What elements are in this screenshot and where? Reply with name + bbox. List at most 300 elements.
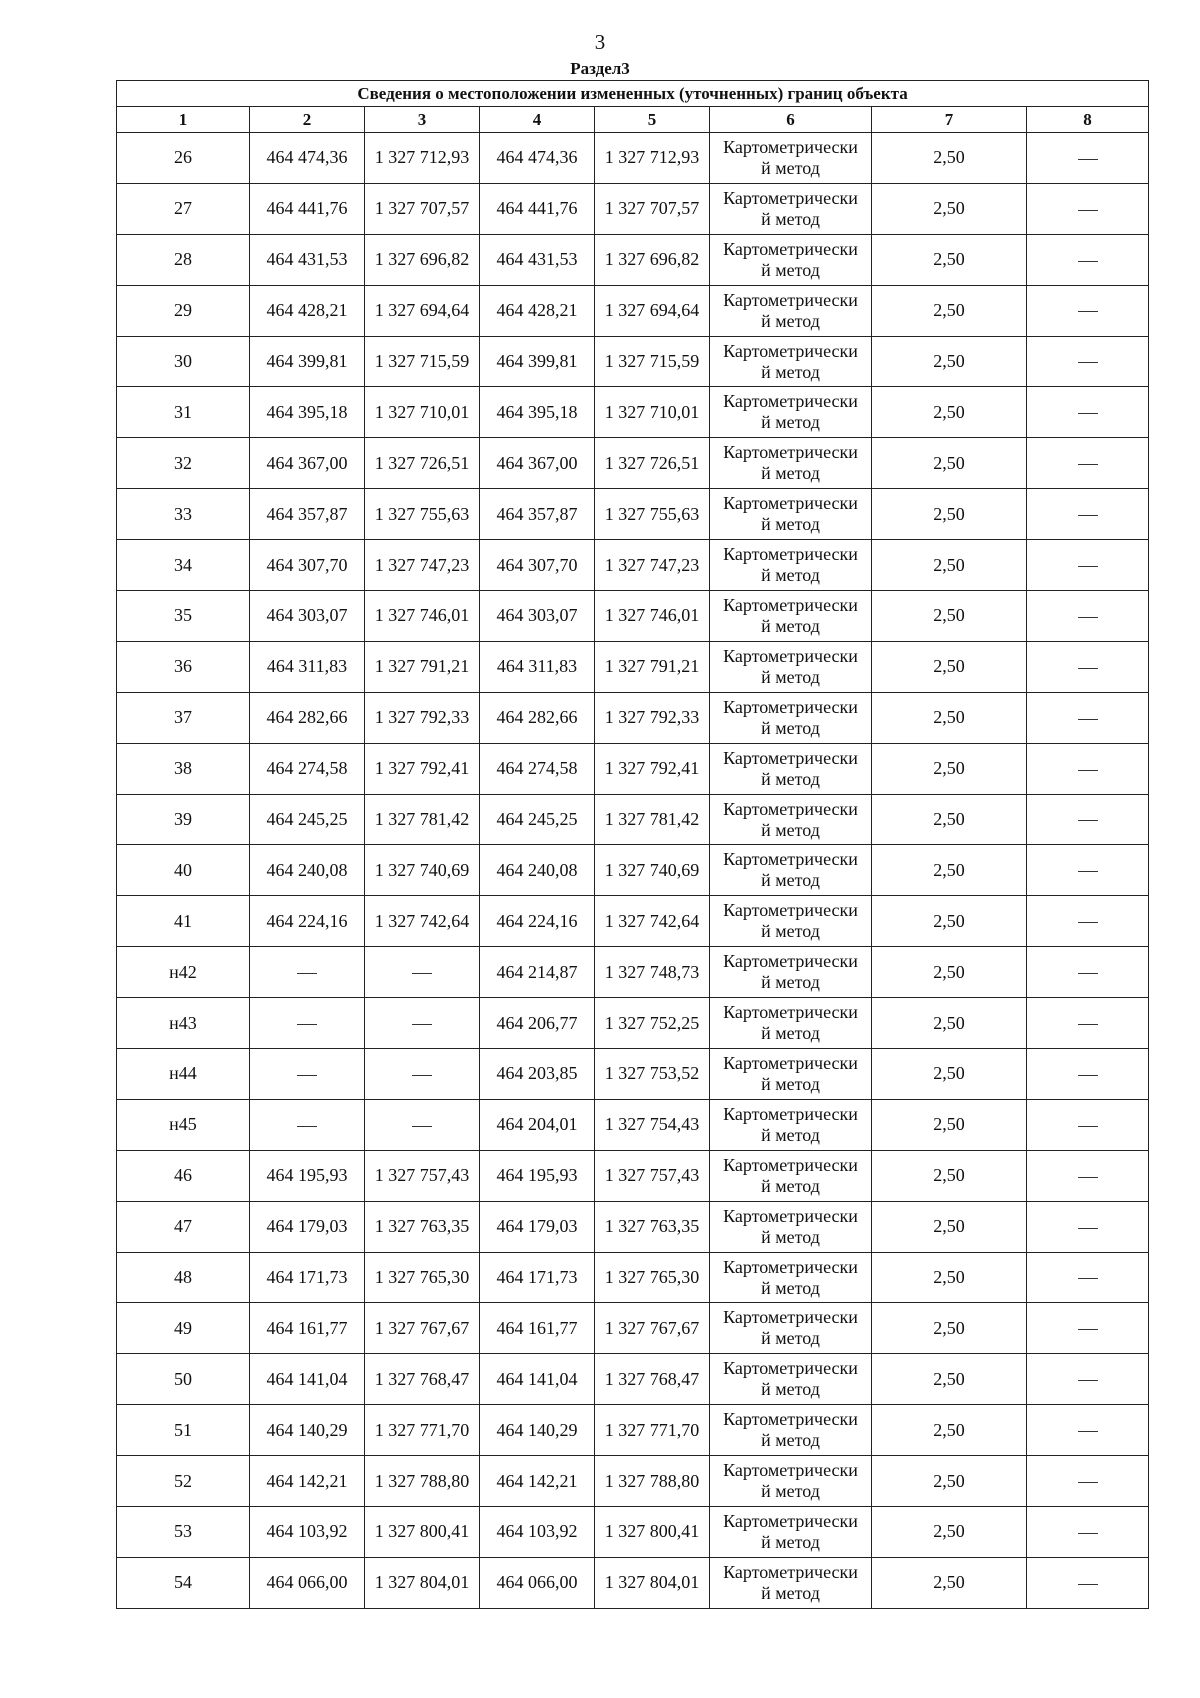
dash-mark bbox=[1078, 210, 1098, 211]
table-cell-col-5: 1 327 800,41 bbox=[595, 1507, 710, 1558]
table-cell-col-5: 1 327 788,80 bbox=[595, 1456, 710, 1507]
table-cell-col-4: 464 428,21 bbox=[480, 285, 595, 336]
table-cell-col-7: 2,50 bbox=[872, 1405, 1027, 1456]
table-cell-col-5: 1 327 710,01 bbox=[595, 387, 710, 438]
dash-mark bbox=[1078, 515, 1098, 516]
table-cell-col-3: 1 327 746,01 bbox=[365, 591, 480, 642]
table-cell-col-5: 1 327 742,64 bbox=[595, 896, 710, 947]
table-cell-col-8 bbox=[1027, 1049, 1149, 1100]
table-cell-col-5: 1 327 757,43 bbox=[595, 1150, 710, 1201]
dash-mark bbox=[1078, 1533, 1098, 1534]
table-cell-col-6: Картометрически й метод bbox=[710, 1150, 872, 1201]
table-cell-col-6: Картометрически й метод bbox=[710, 1354, 872, 1405]
table-cell-col-7: 2,50 bbox=[872, 998, 1027, 1049]
dash-mark bbox=[1078, 566, 1098, 567]
table-cell-col-8 bbox=[1027, 947, 1149, 998]
table-cell-col-1: 54 bbox=[117, 1557, 250, 1608]
table-cell-col-7: 2,50 bbox=[872, 285, 1027, 336]
table-cell-col-4: 464 195,93 bbox=[480, 1150, 595, 1201]
table-cell-col-8 bbox=[1027, 1354, 1149, 1405]
table-cell-col-4: 464 214,87 bbox=[480, 947, 595, 998]
table-cell-col-2: 464 357,87 bbox=[250, 489, 365, 540]
table-cell-col-3: 1 327 755,63 bbox=[365, 489, 480, 540]
table-cell-col-8 bbox=[1027, 1507, 1149, 1558]
dash-mark bbox=[1078, 922, 1098, 923]
table-cell-col-6: Картометрически й метод bbox=[710, 896, 872, 947]
table-cell-col-8 bbox=[1027, 489, 1149, 540]
table-cell-col-1: н45 bbox=[117, 1099, 250, 1150]
table-cell-col-8 bbox=[1027, 1099, 1149, 1150]
table-cell-col-4: 464 206,77 bbox=[480, 998, 595, 1049]
table-cell-col-3: 1 327 792,41 bbox=[365, 743, 480, 794]
table-cell-col-7: 2,50 bbox=[872, 540, 1027, 591]
table-cell-col-1: 37 bbox=[117, 692, 250, 743]
table-cell-col-3: 1 327 757,43 bbox=[365, 1150, 480, 1201]
table-cell-col-7: 2,50 bbox=[872, 1252, 1027, 1303]
dash-mark bbox=[1078, 820, 1098, 821]
table-cell-col-3: 1 327 696,82 bbox=[365, 234, 480, 285]
column-number-6: 6 bbox=[710, 107, 872, 133]
table-cell-col-3: 1 327 715,59 bbox=[365, 336, 480, 387]
table-cell-col-8 bbox=[1027, 743, 1149, 794]
dash-mark bbox=[1078, 1228, 1098, 1229]
dash-mark bbox=[1078, 1024, 1098, 1025]
table-row bbox=[117, 591, 1149, 642]
table-cell-col-4: 464 399,81 bbox=[480, 336, 595, 387]
table-cell-col-3 bbox=[365, 998, 480, 1049]
table-cell-col-7: 2,50 bbox=[872, 1150, 1027, 1201]
table-row bbox=[117, 438, 1149, 489]
table-cell-col-1: 34 bbox=[117, 540, 250, 591]
table-cell-col-5: 1 327 707,57 bbox=[595, 183, 710, 234]
table-cell-col-3: 1 327 712,93 bbox=[365, 133, 480, 184]
table-cell-col-6: Картометрически й метод bbox=[710, 1252, 872, 1303]
table-cell-col-5: 1 327 712,93 bbox=[595, 133, 710, 184]
table-cell-col-6: Картометрически й метод bbox=[710, 1557, 872, 1608]
table-cell-col-7: 2,50 bbox=[872, 794, 1027, 845]
dash-mark bbox=[297, 1126, 317, 1127]
table-cell-col-1: 47 bbox=[117, 1201, 250, 1252]
table-cell-col-8 bbox=[1027, 540, 1149, 591]
table-cell-col-4: 464 395,18 bbox=[480, 387, 595, 438]
table-cell-col-2: 464 303,07 bbox=[250, 591, 365, 642]
table-cell-col-1: 30 bbox=[117, 336, 250, 387]
table-cell-col-5: 1 327 746,01 bbox=[595, 591, 710, 642]
column-number-4: 4 bbox=[480, 107, 595, 133]
table-cell-col-6: Картометрически й метод bbox=[710, 998, 872, 1049]
table-cell-col-8 bbox=[1027, 133, 1149, 184]
table-cell-col-3: 1 327 800,41 bbox=[365, 1507, 480, 1558]
table-cell-col-8 bbox=[1027, 1201, 1149, 1252]
table-row bbox=[117, 1099, 1149, 1150]
table-cell-col-1: 38 bbox=[117, 743, 250, 794]
dash-mark bbox=[412, 973, 432, 974]
table-row bbox=[117, 1557, 1149, 1608]
table-cell-col-3: 1 327 742,64 bbox=[365, 896, 480, 947]
table-cell-col-6: Картометрически й метод bbox=[710, 845, 872, 896]
table-cell-col-3 bbox=[365, 947, 480, 998]
table-cell-col-5: 1 327 767,67 bbox=[595, 1303, 710, 1354]
table-cell-col-6: Картометрически й метод bbox=[710, 1303, 872, 1354]
table-cell-col-8 bbox=[1027, 1252, 1149, 1303]
table-cell-col-7: 2,50 bbox=[872, 133, 1027, 184]
table-body bbox=[117, 133, 1149, 1609]
coordinates-table bbox=[116, 80, 1149, 1609]
table-row bbox=[117, 998, 1149, 1049]
table-cell-col-1: 31 bbox=[117, 387, 250, 438]
table-cell-col-5: 1 327 726,51 bbox=[595, 438, 710, 489]
table-row bbox=[117, 285, 1149, 336]
table-cell-col-2: 464 161,77 bbox=[250, 1303, 365, 1354]
table-cell-col-2: 464 103,92 bbox=[250, 1507, 365, 1558]
column-number-5: 5 bbox=[595, 107, 710, 133]
table-row bbox=[117, 234, 1149, 285]
table-cell-col-2 bbox=[250, 947, 365, 998]
table-cell-col-7: 2,50 bbox=[872, 336, 1027, 387]
table-cell-col-4: 464 179,03 bbox=[480, 1201, 595, 1252]
dash-mark bbox=[297, 973, 317, 974]
table-cell-col-6: Картометрически й метод bbox=[710, 540, 872, 591]
table-cell-col-8 bbox=[1027, 845, 1149, 896]
table-cell-col-6: Картометрически й метод bbox=[710, 794, 872, 845]
table-cell-col-1: 50 bbox=[117, 1354, 250, 1405]
table-cell-col-2: 464 142,21 bbox=[250, 1456, 365, 1507]
table-cell-col-4: 464 307,70 bbox=[480, 540, 595, 591]
table-cell-col-2: 464 195,93 bbox=[250, 1150, 365, 1201]
table-cell-col-1: 51 bbox=[117, 1405, 250, 1456]
dash-mark bbox=[412, 1024, 432, 1025]
table-cell-col-5: 1 327 753,52 bbox=[595, 1049, 710, 1100]
table-cell-col-4: 464 282,66 bbox=[480, 692, 595, 743]
dash-mark bbox=[1078, 973, 1098, 974]
table-cell-col-2 bbox=[250, 1099, 365, 1150]
table-cell-col-4: 464 142,21 bbox=[480, 1456, 595, 1507]
table-cell-col-4: 464 245,25 bbox=[480, 794, 595, 845]
table-cell-col-3: 1 327 707,57 bbox=[365, 183, 480, 234]
table-cell-col-8 bbox=[1027, 234, 1149, 285]
table-caption: Сведения о местоположении измененных (уточненных) границ объекта bbox=[117, 81, 1149, 107]
table-cell-col-2: 464 274,58 bbox=[250, 743, 365, 794]
table-cell-col-3: 1 327 763,35 bbox=[365, 1201, 480, 1252]
table-cell-col-2: 464 399,81 bbox=[250, 336, 365, 387]
table-cell-col-6: Картометрически й метод bbox=[710, 1201, 872, 1252]
table-cell-col-6: Картометрически й метод bbox=[710, 133, 872, 184]
table-cell-col-5: 1 327 765,30 bbox=[595, 1252, 710, 1303]
dash-mark bbox=[1078, 668, 1098, 669]
table-cell-col-6: Картометрически й метод bbox=[710, 947, 872, 998]
table-cell-col-7: 2,50 bbox=[872, 1201, 1027, 1252]
table-cell-col-5: 1 327 771,70 bbox=[595, 1405, 710, 1456]
table-cell-col-8 bbox=[1027, 794, 1149, 845]
table-cell-col-1: 26 bbox=[117, 133, 250, 184]
table-cell-col-6: Картометрически й метод bbox=[710, 1507, 872, 1558]
table-cell-col-8 bbox=[1027, 1456, 1149, 1507]
column-number-8: 8 bbox=[1027, 107, 1149, 133]
table-cell-col-8 bbox=[1027, 998, 1149, 1049]
table-cell-col-1: 40 bbox=[117, 845, 250, 896]
table-cell-col-3: 1 327 767,67 bbox=[365, 1303, 480, 1354]
table-cell-col-2: 464 311,83 bbox=[250, 641, 365, 692]
table-cell-col-1: н44 bbox=[117, 1049, 250, 1100]
table-cell-col-6: Картометрически й метод bbox=[710, 285, 872, 336]
table-cell-col-3: 1 327 710,01 bbox=[365, 387, 480, 438]
table-cell-col-1: 35 bbox=[117, 591, 250, 642]
table-cell-col-7: 2,50 bbox=[872, 896, 1027, 947]
table-cell-col-6: Картометрически й метод bbox=[710, 336, 872, 387]
table-cell-col-4: 464 311,83 bbox=[480, 641, 595, 692]
table-cell-col-4: 464 066,00 bbox=[480, 1557, 595, 1608]
table-row bbox=[117, 692, 1149, 743]
column-number-2: 2 bbox=[250, 107, 365, 133]
table-cell-col-8 bbox=[1027, 285, 1149, 336]
table-cell-col-2: 464 395,18 bbox=[250, 387, 365, 438]
table-cell-col-8 bbox=[1027, 183, 1149, 234]
table-cell-col-3: 1 327 694,64 bbox=[365, 285, 480, 336]
table-row bbox=[117, 947, 1149, 998]
table-cell-col-3: 1 327 765,30 bbox=[365, 1252, 480, 1303]
table-cell-col-7: 2,50 bbox=[872, 234, 1027, 285]
table-row bbox=[117, 1049, 1149, 1100]
table-cell-col-2: 464 441,76 bbox=[250, 183, 365, 234]
table-cell-col-7: 2,50 bbox=[872, 591, 1027, 642]
table-cell-col-1: 27 bbox=[117, 183, 250, 234]
table-cell-col-8 bbox=[1027, 692, 1149, 743]
table-cell-col-1: 29 bbox=[117, 285, 250, 336]
table-cell-col-8 bbox=[1027, 1405, 1149, 1456]
table-cell-col-4: 464 204,01 bbox=[480, 1099, 595, 1150]
table-cell-col-1: 28 bbox=[117, 234, 250, 285]
table-row bbox=[117, 1405, 1149, 1456]
table-cell-col-4: 464 103,92 bbox=[480, 1507, 595, 1558]
table-cell-col-5: 1 327 804,01 bbox=[595, 1557, 710, 1608]
table-cell-col-1: 39 bbox=[117, 794, 250, 845]
dash-mark bbox=[297, 1024, 317, 1025]
table-cell-col-6: Картометрически й метод bbox=[710, 1049, 872, 1100]
table-cell-col-5: 1 327 768,47 bbox=[595, 1354, 710, 1405]
table-row bbox=[117, 1201, 1149, 1252]
table-row bbox=[117, 845, 1149, 896]
table-cell-col-5: 1 327 740,69 bbox=[595, 845, 710, 896]
table-row bbox=[117, 794, 1149, 845]
table-cell-col-2: 464 141,04 bbox=[250, 1354, 365, 1405]
table-cell-col-1: 46 bbox=[117, 1150, 250, 1201]
table-cell-col-4: 464 441,76 bbox=[480, 183, 595, 234]
table-cell-col-2: 464 140,29 bbox=[250, 1405, 365, 1456]
table-cell-col-6: Картометрически й метод bbox=[710, 692, 872, 743]
table-cell-col-7: 2,50 bbox=[872, 438, 1027, 489]
table-cell-col-2: 464 367,00 bbox=[250, 438, 365, 489]
table-cell-col-5: 1 327 715,59 bbox=[595, 336, 710, 387]
table-cell-col-1: 49 bbox=[117, 1303, 250, 1354]
dash-mark bbox=[1078, 719, 1098, 720]
table-cell-col-4: 464 357,87 bbox=[480, 489, 595, 540]
dash-mark bbox=[1078, 261, 1098, 262]
table-cell-col-7: 2,50 bbox=[872, 1456, 1027, 1507]
table-cell-col-2: 464 066,00 bbox=[250, 1557, 365, 1608]
table-cell-col-7: 2,50 bbox=[872, 743, 1027, 794]
table-cell-col-6: Картометрически й метод bbox=[710, 641, 872, 692]
table-cell-col-3: 1 327 768,47 bbox=[365, 1354, 480, 1405]
table-cell-col-5: 1 327 752,25 bbox=[595, 998, 710, 1049]
dash-mark bbox=[1078, 1278, 1098, 1279]
table-row bbox=[117, 1252, 1149, 1303]
table-cell-col-6: Картометрически й метод bbox=[710, 489, 872, 540]
table-cell-col-3: 1 327 791,21 bbox=[365, 641, 480, 692]
section-title: Раздел3 bbox=[570, 59, 630, 78]
table-row bbox=[117, 336, 1149, 387]
table-cell-col-3 bbox=[365, 1099, 480, 1150]
table-cell-col-4: 464 171,73 bbox=[480, 1252, 595, 1303]
table-cell-col-1: н42 bbox=[117, 947, 250, 998]
dash-mark bbox=[1078, 1075, 1098, 1076]
table-cell-col-8 bbox=[1027, 591, 1149, 642]
table-cell-col-7: 2,50 bbox=[872, 1354, 1027, 1405]
table-cell-col-5: 1 327 763,35 bbox=[595, 1201, 710, 1252]
table-cell-col-2: 464 474,36 bbox=[250, 133, 365, 184]
table-cell-col-4: 464 431,53 bbox=[480, 234, 595, 285]
table-cell-col-2: 464 282,66 bbox=[250, 692, 365, 743]
table-cell-col-7: 2,50 bbox=[872, 387, 1027, 438]
table-row bbox=[117, 1150, 1149, 1201]
table-cell-col-4: 464 140,29 bbox=[480, 1405, 595, 1456]
table-cell-col-2: 464 428,21 bbox=[250, 285, 365, 336]
dash-mark bbox=[1078, 1482, 1098, 1483]
table-cell-col-2 bbox=[250, 1049, 365, 1100]
table-row bbox=[117, 133, 1149, 184]
table-cell-col-5: 1 327 747,23 bbox=[595, 540, 710, 591]
column-number-7: 7 bbox=[872, 107, 1027, 133]
table-cell-col-4: 464 240,08 bbox=[480, 845, 595, 896]
table-cell-col-8 bbox=[1027, 336, 1149, 387]
table-row bbox=[117, 1456, 1149, 1507]
table-cell-col-5: 1 327 791,21 bbox=[595, 641, 710, 692]
table-cell-col-6: Картометрически й метод bbox=[710, 743, 872, 794]
table-cell-col-3: 1 327 804,01 bbox=[365, 1557, 480, 1608]
table-cell-col-1: 33 bbox=[117, 489, 250, 540]
table-cell-col-6: Картометрически й метод bbox=[710, 234, 872, 285]
table-cell-col-6: Картометрически й метод bbox=[710, 387, 872, 438]
table-cell-col-5: 1 327 754,43 bbox=[595, 1099, 710, 1150]
dash-mark bbox=[412, 1075, 432, 1076]
table-cell-col-5: 1 327 755,63 bbox=[595, 489, 710, 540]
table-row bbox=[117, 896, 1149, 947]
table-cell-col-5: 1 327 696,82 bbox=[595, 234, 710, 285]
table-cell-col-3: 1 327 747,23 bbox=[365, 540, 480, 591]
table-cell-col-7: 2,50 bbox=[872, 1507, 1027, 1558]
table-cell-col-1: 53 bbox=[117, 1507, 250, 1558]
dash-mark bbox=[297, 1075, 317, 1076]
table-row bbox=[117, 641, 1149, 692]
table-cell-col-3: 1 327 781,42 bbox=[365, 794, 480, 845]
column-number-row bbox=[117, 107, 1149, 133]
table-cell-col-3: 1 327 726,51 bbox=[365, 438, 480, 489]
table-cell-col-8 bbox=[1027, 1150, 1149, 1201]
table-row bbox=[117, 743, 1149, 794]
table-cell-col-8 bbox=[1027, 387, 1149, 438]
column-number-3: 3 bbox=[365, 107, 480, 133]
table-cell-col-2: 464 240,08 bbox=[250, 845, 365, 896]
table-cell-col-3: 1 327 788,80 bbox=[365, 1456, 480, 1507]
table-cell-col-8 bbox=[1027, 896, 1149, 947]
table-cell-col-2: 464 224,16 bbox=[250, 896, 365, 947]
table-cell-col-3: 1 327 792,33 bbox=[365, 692, 480, 743]
table-cell-col-2: 464 431,53 bbox=[250, 234, 365, 285]
dash-mark bbox=[1078, 311, 1098, 312]
table-cell-col-5: 1 327 694,64 bbox=[595, 285, 710, 336]
table-cell-col-8 bbox=[1027, 438, 1149, 489]
table-cell-col-1: 36 bbox=[117, 641, 250, 692]
table-cell-col-2: 464 171,73 bbox=[250, 1252, 365, 1303]
dash-mark bbox=[1078, 362, 1098, 363]
table-cell-col-4: 464 141,04 bbox=[480, 1354, 595, 1405]
table-cell-col-6: Картометрически й метод bbox=[710, 1099, 872, 1150]
column-number-1: 1 bbox=[117, 107, 250, 133]
table-cell-col-4: 464 274,58 bbox=[480, 743, 595, 794]
table-cell-col-2: 464 307,70 bbox=[250, 540, 365, 591]
table-cell-col-4: 464 203,85 bbox=[480, 1049, 595, 1100]
table-cell-col-8 bbox=[1027, 641, 1149, 692]
table-cell-col-7: 2,50 bbox=[872, 641, 1027, 692]
table-cell-col-7: 2,50 bbox=[872, 692, 1027, 743]
table-row bbox=[117, 540, 1149, 591]
table-cell-col-7: 2,50 bbox=[872, 1099, 1027, 1150]
table-cell-col-6: Картометрически й метод bbox=[710, 183, 872, 234]
table-cell-col-7: 2,50 bbox=[872, 845, 1027, 896]
dash-mark bbox=[1078, 1126, 1098, 1127]
dash-mark bbox=[1078, 617, 1098, 618]
table-cell-col-5: 1 327 781,42 bbox=[595, 794, 710, 845]
table-cell-col-2 bbox=[250, 998, 365, 1049]
dash-mark bbox=[1078, 770, 1098, 771]
table-cell-col-1: 52 bbox=[117, 1456, 250, 1507]
table-cell-col-6: Картометрически й метод bbox=[710, 438, 872, 489]
table-cell-col-2: 464 179,03 bbox=[250, 1201, 365, 1252]
table-cell-col-5: 1 327 792,33 bbox=[595, 692, 710, 743]
dash-mark bbox=[1078, 871, 1098, 872]
dash-mark bbox=[1078, 1329, 1098, 1330]
table-cell-col-3 bbox=[365, 1049, 480, 1100]
table-cell-col-8 bbox=[1027, 1557, 1149, 1608]
table-cell-col-4: 464 303,07 bbox=[480, 591, 595, 642]
table-cell-col-1: 48 bbox=[117, 1252, 250, 1303]
dash-mark bbox=[1078, 1584, 1098, 1585]
table-cell-col-7: 2,50 bbox=[872, 1303, 1027, 1354]
table-cell-col-4: 464 161,77 bbox=[480, 1303, 595, 1354]
dash-mark bbox=[1078, 1431, 1098, 1432]
table-cell-col-4: 464 224,16 bbox=[480, 896, 595, 947]
table-cell-col-1: н43 bbox=[117, 998, 250, 1049]
page-number: 3 bbox=[594, 30, 606, 54]
table-cell-col-5: 1 327 748,73 bbox=[595, 947, 710, 998]
table-cell-col-6: Картометрически й метод bbox=[710, 591, 872, 642]
table-row bbox=[117, 183, 1149, 234]
table-row bbox=[117, 1354, 1149, 1405]
table-cell-col-7: 2,50 bbox=[872, 1049, 1027, 1100]
dash-mark bbox=[1078, 1380, 1098, 1381]
table-cell-col-6: Картометрически й метод bbox=[710, 1456, 872, 1507]
table-cell-col-3: 1 327 740,69 bbox=[365, 845, 480, 896]
dash-mark bbox=[412, 1126, 432, 1127]
table-cell-col-1: 32 bbox=[117, 438, 250, 489]
table-cell-col-7: 2,50 bbox=[872, 1557, 1027, 1608]
table-row bbox=[117, 1507, 1149, 1558]
table-cell-col-2: 464 245,25 bbox=[250, 794, 365, 845]
table-cell-col-6: Картометрически й метод bbox=[710, 1405, 872, 1456]
table-cell-col-3: 1 327 771,70 bbox=[365, 1405, 480, 1456]
table-cell-col-5: 1 327 792,41 bbox=[595, 743, 710, 794]
table-cell-col-7: 2,50 bbox=[872, 183, 1027, 234]
dash-mark bbox=[1078, 159, 1098, 160]
